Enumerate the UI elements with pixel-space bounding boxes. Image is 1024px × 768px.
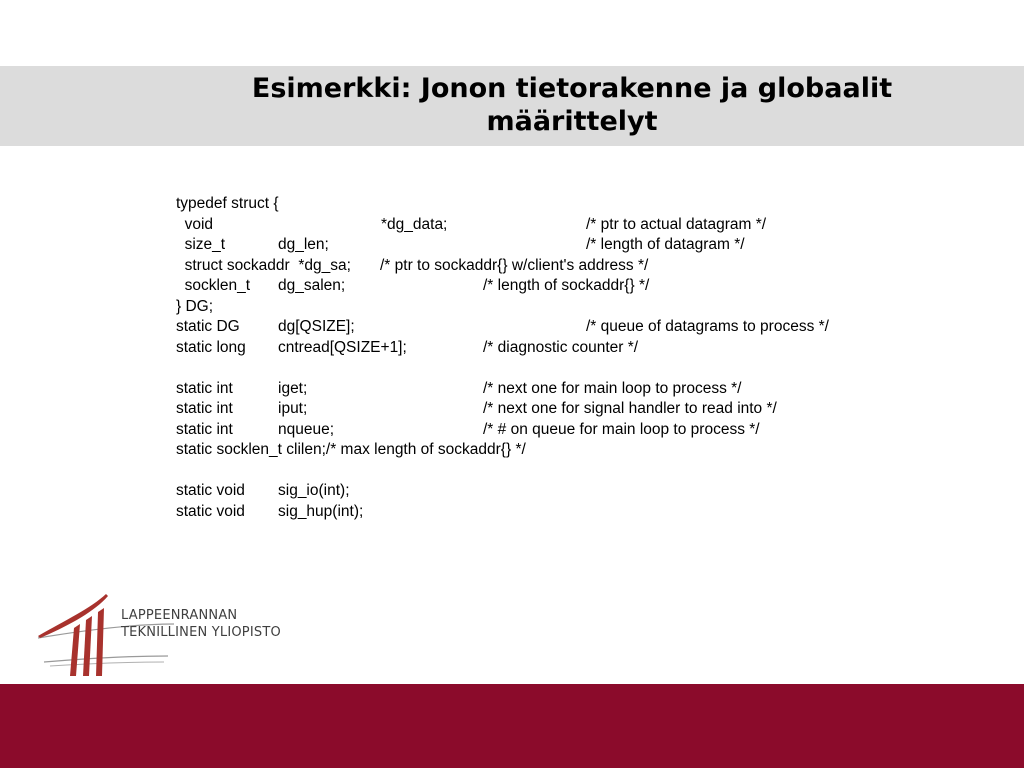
- code-line: [176, 380, 936, 401]
- code-line: [176, 339, 936, 360]
- code-text: } DG;: [176, 297, 214, 315]
- code-name: iput;: [278, 400, 308, 417]
- code-name: sig_hup(int);: [278, 502, 364, 520]
- slide-title: [200, 72, 944, 138]
- footer-bar: [0, 684, 1024, 768]
- code-comment: /* ptr to actual datagram */: [586, 215, 767, 233]
- code-type: static int: [176, 420, 233, 438]
- code-type: size_t: [176, 236, 226, 253]
- code-line: [176, 400, 936, 421]
- code-type: static int: [176, 379, 233, 397]
- code-type: static void: [176, 502, 245, 520]
- code-type: static DG: [176, 318, 240, 335]
- code-text: static socklen_t clilen;/* max length of sockaddr{} */: [176, 441, 526, 458]
- code-line: [176, 277, 936, 298]
- code-type: static int: [176, 400, 233, 417]
- code-comment: /* # on queue for main loop to process */: [483, 420, 760, 438]
- title-line-2: määrittelyt: [486, 106, 658, 137]
- code-name: nqueue;: [278, 420, 335, 438]
- code-line-blank: [176, 462, 936, 483]
- code-line: [176, 441, 936, 462]
- code-type: void: [176, 215, 214, 233]
- university-name-line-2: TEKNILLINEN YLIOPISTO: [121, 624, 281, 640]
- code-line: [176, 298, 936, 319]
- code-line: [176, 236, 936, 257]
- code-type: struct sockaddr *dg_sa;: [176, 256, 351, 274]
- code-line: [176, 216, 936, 237]
- code-block: [176, 195, 936, 523]
- code-type: static void: [176, 482, 245, 499]
- code-line-blank: [176, 359, 936, 380]
- code-line: [176, 482, 936, 503]
- code-line: [176, 503, 936, 524]
- code-text: typedef struct {: [176, 195, 279, 212]
- code-comment: /* ptr to sockaddr{} w/client's address */: [380, 256, 649, 274]
- code-comment: /* diagnostic counter */: [483, 338, 639, 356]
- university-name: [121, 608, 281, 641]
- code-name: dg[QSIZE];: [278, 318, 355, 335]
- code-name: cntread[QSIZE+1];: [278, 338, 407, 356]
- code-comment: /* length of sockaddr{} */: [483, 277, 650, 294]
- code-line: [176, 195, 936, 216]
- university-name-line-1: LAPPEENRANNAN: [121, 608, 238, 623]
- code-line: [176, 421, 936, 442]
- code-comment: /* length of datagram */: [586, 236, 745, 253]
- code-name: dg_len;: [278, 236, 329, 253]
- code-comment: /* next one for signal handler to read into */: [483, 400, 777, 417]
- code-comment: /* next one for main loop to process */: [483, 379, 742, 397]
- code-line: [176, 318, 936, 339]
- code-name: iget;: [278, 379, 308, 397]
- code-name: dg_salen;: [278, 277, 346, 294]
- code-name: *dg_data;: [381, 215, 448, 233]
- title-line-1: Esimerkki: Jonon tietorakenne ja globaalit: [251, 73, 893, 104]
- code-type: socklen_t: [176, 277, 251, 294]
- code-comment: /* queue of datagrams to process */: [586, 318, 829, 335]
- code-line: [176, 257, 936, 278]
- code-name: sig_io(int);: [278, 482, 350, 499]
- code-type: static long: [176, 338, 246, 356]
